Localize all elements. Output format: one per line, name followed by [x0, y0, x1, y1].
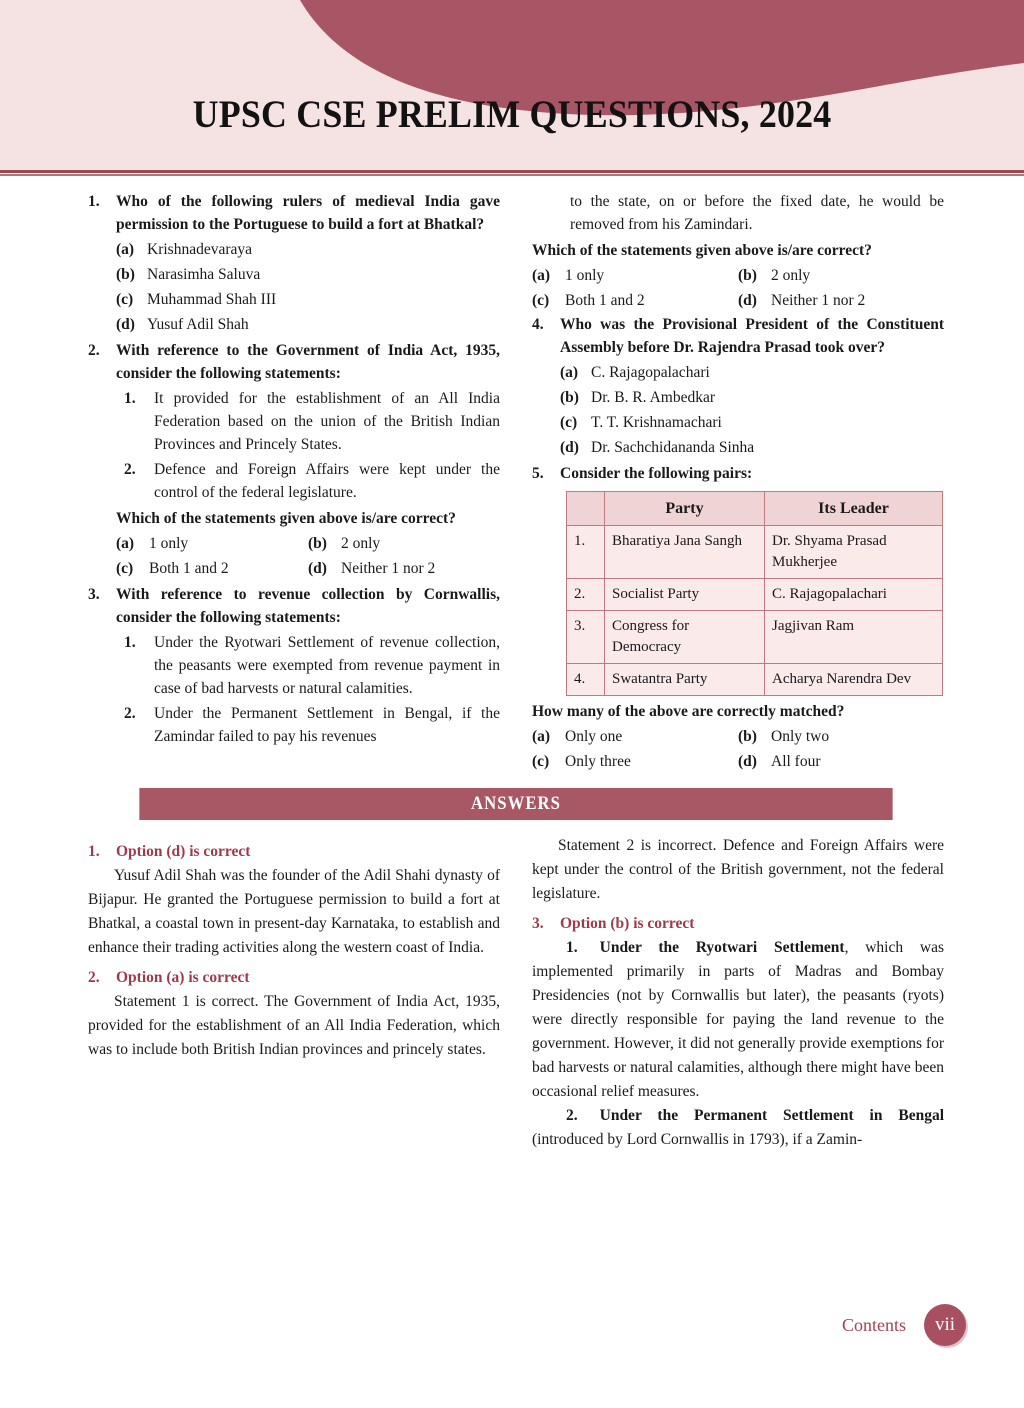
statement-number: 1. [124, 634, 136, 651]
cell-index: 1. [567, 526, 605, 579]
question-item-2 [88, 339, 500, 581]
question-lead-in: Which of the statements given above is/are correct? [532, 242, 872, 259]
answer-sub-2 [532, 1104, 944, 1152]
statement-text: Under the Ryotwari Settlement of revenue collection, the peasants were exempted from revenue payment in case of bad harvests or natural calamities. [154, 634, 500, 697]
cell-leader: C. Rajagopalachari [765, 579, 943, 611]
answer-sub-number: 1. [566, 939, 578, 956]
question-number: 3. [88, 586, 100, 603]
answer-number: 1. [88, 843, 100, 860]
answer-sub-1 [532, 936, 944, 1104]
question-options [532, 724, 944, 774]
statement-continuation: to the state, on or before the fixed date, he would be removed from his Zamindari. [570, 193, 944, 233]
cell-leader: Jagjivan Ram [765, 611, 943, 664]
option-key: (d) [738, 753, 757, 770]
table-row [567, 611, 943, 664]
questions-right-column [532, 190, 944, 774]
answer-heading-2 [88, 966, 500, 990]
option-c[interactable] [560, 410, 944, 435]
option-key: (c) [532, 292, 550, 309]
option-a[interactable] [116, 237, 500, 262]
cell-party: Swatantra Party [605, 664, 765, 696]
question-options [116, 531, 500, 581]
question-item-4 [532, 313, 944, 460]
answer-number: 2. [88, 969, 100, 986]
answer-body-1: Yusuf Adil Shah was the founder of the Adil Shahi dynasty of Bijapur. He granted the Portuguese permission to build a fort at Bhatkal, a coastal town in present-day Karnataka, to establish and enhance their trading activities along the western coast of India. [88, 867, 500, 956]
option-label: Both 1 and 2 [565, 292, 645, 309]
answers-section [88, 834, 944, 1152]
question-stem: Consider the following pairs: [560, 465, 753, 482]
question-options [560, 360, 944, 460]
answer-sub-rest: , which was implemented primarily in parts of Madras and Bombay Presidencies (not by Cornwallis but later), the peasants (ryots) were directly responsible for paying the land revenue to the government. However, it did not generally provide exemptions for bad harvests or natural calamities, although there might have been occasional relief measures. [532, 939, 944, 1100]
option-c[interactable] [116, 287, 500, 312]
page-number-badge: vii [924, 1304, 966, 1346]
option-label: 1 only [565, 267, 605, 284]
answer-verdict: Option (a) is correct [116, 969, 250, 986]
cell-index: 2. [567, 579, 605, 611]
answers-right-column [532, 834, 944, 1152]
option-b[interactable] [738, 724, 944, 749]
question-item-3 [88, 583, 500, 748]
question-options [116, 237, 500, 337]
option-key: (c) [116, 560, 134, 577]
option-label: 2 only [341, 535, 381, 552]
option-key: (a) [532, 267, 551, 284]
statement-2 [116, 458, 500, 504]
option-d[interactable] [560, 435, 944, 460]
page-footer [842, 1304, 966, 1346]
page-content [88, 190, 944, 1152]
option-c[interactable] [116, 556, 308, 581]
option-label: Neither 1 nor 2 [341, 560, 436, 577]
option-label: Dr. B. R. Ambedkar [591, 389, 715, 406]
contents-link[interactable]: Contents [841, 1314, 906, 1335]
answer-number: 3. [532, 915, 544, 932]
cell-index: 3. [567, 611, 605, 664]
option-label: 1 only [149, 535, 189, 552]
column-header-leader: Its Leader [765, 492, 943, 526]
option-label: 2 only [771, 267, 811, 284]
option-key: (c) [532, 753, 550, 770]
option-a[interactable] [532, 263, 738, 288]
option-label: Krishnadevaraya [147, 241, 253, 258]
option-key: (c) [116, 291, 134, 308]
statement-number: 2. [124, 461, 136, 478]
table-row [567, 664, 943, 696]
option-label: Only three [565, 753, 631, 770]
option-key: (a) [560, 364, 579, 381]
answers-left-column [88, 834, 500, 1152]
option-a[interactable] [532, 724, 738, 749]
answer-sub-rest: (introduced by Lord Cornwallis in 1793), if a Zamin- [532, 1131, 863, 1148]
question-stem: Who of the following rulers of medieval India gave permission to the Portuguese to build a fort at Bhatkal? [116, 193, 500, 233]
answer-heading-3 [532, 912, 944, 936]
page-title: UPSC CSE PRELIM QUESTIONS, 2024 [192, 93, 832, 136]
answer-sub-number: 2. [566, 1107, 578, 1124]
option-key: (c) [560, 414, 578, 431]
question-item-1 [88, 190, 500, 337]
answer-verdict: Option (d) is correct [116, 843, 251, 860]
statement-1 [116, 387, 500, 456]
option-label: Neither 1 nor 2 [771, 292, 866, 309]
question-stem: With reference to revenue collection by Cornwallis, consider the following statements: [116, 586, 500, 626]
option-label: C. Rajagopalachari [591, 364, 710, 381]
option-key: (d) [738, 292, 757, 309]
option-d[interactable] [738, 288, 944, 313]
option-key: (b) [738, 267, 757, 284]
option-label: T. T. Krishnamachari [591, 414, 722, 431]
option-key: (a) [116, 535, 135, 552]
cell-party: Bharatiya Jana Sangh [605, 526, 765, 579]
option-d[interactable] [738, 749, 944, 774]
option-key: (b) [560, 389, 579, 406]
question-stem: Who was the Provisional President of the Constituent Assembly before Dr. Rajendra Prasad took over? [560, 316, 944, 356]
table-row [567, 579, 943, 611]
option-b[interactable] [116, 262, 500, 287]
column-header-index [567, 492, 605, 526]
question-lead-in: How many of the above are correctly matched? [532, 703, 845, 720]
statement-number: 1. [124, 390, 136, 407]
cell-party: Socialist Party [605, 579, 765, 611]
option-b[interactable] [308, 531, 500, 556]
option-key: (d) [560, 439, 579, 456]
option-key: (d) [308, 560, 327, 577]
option-b[interactable] [738, 263, 944, 288]
question-number: 1. [88, 193, 100, 210]
table-header-row [567, 492, 943, 526]
option-a[interactable] [560, 360, 944, 385]
question-item-5 [532, 462, 944, 485]
statement-text: Under the Permanent Settlement in Bengal, if the Zamindar failed to pay his revenues [154, 705, 500, 745]
option-key: (d) [116, 316, 135, 333]
option-d[interactable] [308, 556, 500, 581]
option-label: Both 1 and 2 [149, 560, 229, 577]
cell-party: Congress for Democracy [605, 611, 765, 664]
header-divider-rule [0, 170, 1024, 178]
option-key: (b) [738, 728, 757, 745]
question-number: 5. [532, 465, 544, 482]
table-row [567, 526, 943, 579]
question-number: 4. [532, 316, 544, 333]
option-label: Only one [565, 728, 623, 745]
option-label: Dr. Sachchidananda Sinha [591, 439, 755, 456]
option-label: All four [771, 753, 821, 770]
statement-text: Defence and Foreign Affairs were kept under the control of the federal legislature. [154, 461, 500, 501]
cell-index: 4. [567, 664, 605, 696]
pairs-table [566, 491, 943, 696]
statement-text: It provided for the establishment of an All India Federation based on the union of the British Indian Provinces and Princely States. [154, 390, 500, 453]
statement-2 [116, 702, 500, 748]
option-c[interactable] [532, 749, 738, 774]
column-header-party: Party [605, 492, 765, 526]
answer-sub-bold: Under the Ryotwari Settlement [599, 939, 845, 956]
question-number: 2. [88, 342, 100, 359]
questions-two-column [88, 190, 944, 774]
statement-number: 2. [124, 705, 136, 722]
option-label: Muhammad Shah III [147, 291, 277, 308]
answers-banner: ANSWERS [139, 788, 892, 820]
question-options [532, 263, 944, 313]
option-key: (a) [116, 241, 135, 258]
cell-leader: Dr. Shyama Prasad Mukherjee [765, 526, 943, 579]
questions-left-column [88, 190, 500, 774]
cell-leader: Acharya Narendra Dev [765, 664, 943, 696]
answer-body-2-continued: Statement 2 is incorrect. Defence and Foreign Affairs were kept under the control of the British government, not the federal legislature. [532, 837, 944, 902]
option-a[interactable] [116, 531, 308, 556]
option-label: Yusuf Adil Shah [147, 316, 249, 333]
option-label: Only two [771, 728, 830, 745]
option-key: (b) [116, 266, 135, 283]
answer-sub-bold: Under the Permanent Settlement in Bengal [599, 1107, 944, 1124]
answer-verdict: Option (b) is correct [560, 915, 695, 932]
page-header [0, 0, 1024, 178]
statement-1 [116, 631, 500, 700]
question-stem: With reference to the Government of India Act, 1935, consider the following statements: [116, 342, 500, 382]
option-b[interactable] [560, 385, 944, 410]
option-label: Narasimha Saluva [147, 266, 261, 283]
option-d[interactable] [116, 312, 500, 337]
answer-body-2: Statement 1 is correct. The Government of India Act, 1935, provided for the establishment of an All India Federation, which was to include both British Indian provinces and princely states. [88, 993, 500, 1058]
option-key: (a) [532, 728, 551, 745]
question-lead-in: Which of the statements given above is/are correct? [116, 510, 456, 527]
option-c[interactable] [532, 288, 738, 313]
option-key: (b) [308, 535, 327, 552]
answer-heading-1 [88, 840, 500, 864]
